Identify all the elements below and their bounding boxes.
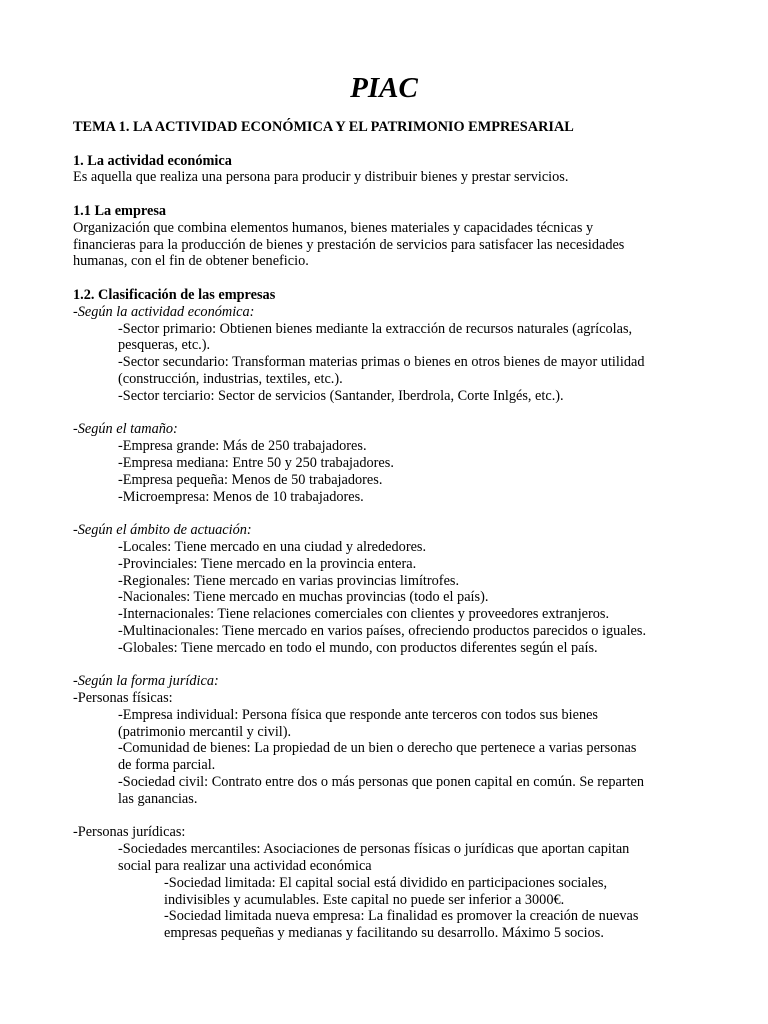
section-heading: 1.2. Clasificación de las empresas — [73, 286, 276, 303]
blank-line — [73, 186, 713, 203]
list-item: -Comunidad de bienes: La propiedad de un bien o derecho que pertenece a varias personas — [118, 740, 637, 757]
blank-line — [73, 808, 713, 825]
blank-line — [73, 270, 713, 287]
body-line: humanas, con el fin de obtener beneficio. — [73, 253, 309, 270]
list-item: -Locales: Tiene mercado en una ciudad y alrededores. — [118, 538, 427, 555]
list-item: las ganancias. — [118, 790, 198, 807]
list-item: -Sector terciario: Sector de servicios (Santander, Iberdrola, Corte Inlgés, etc.). — [118, 387, 564, 404]
list-item: (patrimonio mercantil y civil). — [118, 723, 292, 740]
classification-heading: -Según la forma jurídica: — [73, 673, 219, 690]
body-line: Es aquella que realiza una persona para producir y distribuir bienes y prestar servicios. — [73, 169, 569, 186]
list-item: pesqueras, etc.). — [118, 337, 211, 354]
document-title: PIAC — [350, 72, 418, 104]
body-line: -Personas jurídicas: — [73, 824, 186, 841]
classification-heading: -Según el tamaño: — [73, 421, 178, 438]
classification-heading: -Según la actividad económica: — [73, 303, 255, 320]
sub-list-item: -Sociedad limitada nueva empresa: La finalidad es promover la creación de nuevas — [164, 908, 639, 925]
list-item: -Regionales: Tiene mercado en varias provincias limítrofes. — [118, 572, 460, 589]
list-item: -Sociedad civil: Contrato entre dos o más personas que ponen capital en común. Se reparten — [118, 774, 645, 791]
section-heading: TEMA 1. LA ACTIVIDAD ECONÓMICA Y EL PATRIMONIO EMPRESARIAL — [73, 119, 574, 135]
list-item: -Nacionales: Tiene mercado en muchas provincias (todo el país). — [118, 589, 489, 606]
list-item: -Sector secundario: Transforman materias primas o bienes en otros bienes de mayor utilidad — [118, 354, 645, 371]
blank-line — [73, 657, 713, 674]
list-item: -Internacionales: Tiene relaciones comerciales con clientes y proveedores extranjeros. — [118, 606, 610, 623]
body-line: financieras para la producción de bienes y prestación de servicios para satisfacer las necesidades — [73, 236, 625, 253]
body-line: Organización que combina elementos humanos, bienes materiales y capacidades técnicas y — [73, 219, 594, 236]
list-item: social para realizar una actividad económica — [118, 858, 372, 875]
list-item: -Empresa mediana: Entre 50 y 250 trabajadores. — [118, 454, 394, 471]
list-item: (construcción, industrias, textiles, etc.). — [118, 370, 343, 387]
list-item: -Empresa pequeña: Menos de 50 trabajadores. — [118, 471, 383, 488]
sub-list-item: indivisibles y acumulables. Este capital no puede ser inferior a 3000€. — [164, 891, 565, 908]
list-item: -Sociedades mercantiles: Asociaciones de personas físicas o jurídicas que aportan capitan — [118, 841, 630, 858]
list-item: -Provinciales: Tiene mercado en la provincia entera. — [118, 555, 417, 572]
blank-line — [73, 136, 713, 153]
section-heading: 1. La actividad económica — [73, 152, 232, 169]
list-item: -Microempresa: Menos de 10 trabajadores. — [118, 488, 364, 505]
blank-line — [73, 505, 713, 522]
list-item: -Multinacionales: Tiene mercado en varios países, ofreciendo productos parecidos o iguales. — [118, 622, 647, 639]
list-item: -Sector primario: Obtienen bienes mediante la extracción de recursos naturales (agrícolas, — [118, 320, 633, 337]
list-item: -Empresa individual: Persona física que responde ante terceros con todos sus bienes — [118, 706, 598, 723]
blank-line — [73, 405, 713, 422]
document-body — [73, 119, 713, 942]
body-line: -Personas físicas: — [73, 690, 173, 707]
section-heading: 1.1 La empresa — [73, 202, 167, 219]
list-item: -Globales: Tiene mercado en todo el mundo, con productos diferentes según el país. — [118, 639, 598, 656]
classification-heading: -Según el ámbito de actuación: — [73, 522, 252, 539]
list-item: de forma parcial. — [118, 757, 216, 774]
list-item: -Empresa grande: Más de 250 trabajadores. — [118, 438, 367, 455]
sub-list-item: empresas pequeñas y medianas y facilitando su desarrollo. Máximo 5 socios. — [164, 925, 604, 942]
sub-list-item: -Sociedad limitada: El capital social está dividido en participaciones sociales, — [164, 874, 608, 891]
